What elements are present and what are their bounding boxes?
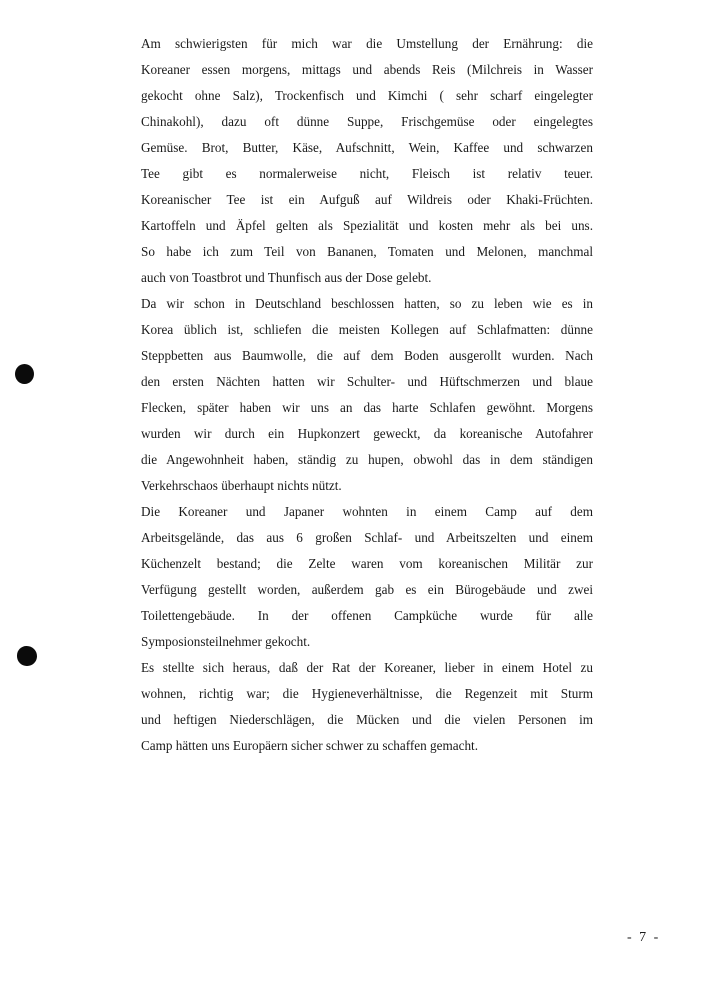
text-line: Küchenzelt bestand; die Zelte waren vom koreanischen Militär zur bbox=[141, 556, 593, 571]
text-line: wohnen, richtig war; die Hygieneverhältnisse, die Regenzeit mit Sturm bbox=[141, 686, 593, 701]
text-line: Gemüse. Brot, Butter, Käse, Aufschnitt, Wein, Kaffee und schwarzen bbox=[141, 140, 593, 155]
text-line: Camp hätten uns Europäern sicher schwer zu schaffen gemacht. bbox=[141, 738, 479, 753]
text-line: und heftigen Niederschlägen, die Mücken und die vielen Personen im bbox=[141, 712, 593, 727]
text-line: gekocht ohne Salz), Trockenfisch und Kimchi ( sehr scharf eingelegter bbox=[141, 88, 593, 103]
page-number: - 7 - bbox=[627, 930, 661, 945]
text-line: Koreanischer Tee ist ein Aufguß auf Wildreis oder Khaki-Früchten. bbox=[141, 192, 593, 207]
text-line: Am schwierigsten für mich war die Umstellung der Ernährung: die bbox=[141, 36, 593, 51]
text-line: Flecken, später haben wir uns an das harte Schlafen gewöhnt. Morgens bbox=[141, 400, 593, 415]
body-text bbox=[141, 31, 593, 759]
punch-hole-top bbox=[15, 364, 34, 384]
text-line: die Angewohnheit haben, ständig zu hupen, obwohl das in dem ständigen bbox=[141, 452, 593, 467]
text-line: Da wir schon in Deutschland beschlossen hatten, so zu leben wie es in bbox=[141, 296, 593, 311]
text-line: Die Koreaner und Japaner wohnten in einem Camp auf dem bbox=[141, 504, 593, 519]
text-line: Symposionsteilnehmer gekocht. bbox=[141, 634, 311, 649]
punch-hole-bottom bbox=[17, 646, 37, 666]
text-line: Chinakohl), dazu oft dünne Suppe, Frischgemüse oder eingelegtes bbox=[141, 114, 593, 129]
text-line: Koreaner essen morgens, mittags und abends Reis (Milchreis in Wasser bbox=[141, 62, 593, 77]
text-line: auch von Toastbrot und Thunfisch aus der Dose gelebt. bbox=[141, 270, 432, 285]
text-line: So habe ich zum Teil von Bananen, Tomaten und Melonen, manchmal bbox=[141, 244, 593, 259]
text-line: Steppbetten aus Baumwolle, die auf dem Boden ausgerollt wurden. Nach bbox=[141, 348, 593, 363]
text-line: Arbeitsgelände, das aus 6 großen Schlaf- und Arbeitszelten und einem bbox=[141, 530, 593, 545]
text-line: Korea üblich ist, schliefen die meisten Kollegen auf Schlafmatten: dünne bbox=[141, 322, 593, 337]
text-line: wurden wir durch ein Hupkonzert geweckt, da koreanische Autofahrer bbox=[141, 426, 593, 441]
text-line: Tee gibt es normalerweise nicht, Fleisch ist relativ teuer. bbox=[141, 166, 593, 181]
text-line: Es stellte sich heraus, daß der Rat der Koreaner, lieber in einem Hotel zu bbox=[141, 660, 593, 675]
text-line: Kartoffeln und Äpfel gelten als Spezialität und kosten mehr als bei uns. bbox=[141, 218, 593, 233]
text-line: den ersten Nächten hatten wir Schulter- und Hüftschmerzen und blaue bbox=[141, 374, 593, 389]
text-line: Verfügung gestellt worden, außerdem gab es ein Bürogebäude und zwei bbox=[141, 582, 593, 597]
text-line: Toilettengebäude. In der offenen Campküche wurde für alle bbox=[141, 608, 593, 623]
text-line: Verkehrschaos überhaupt nichts nützt. bbox=[141, 478, 342, 493]
